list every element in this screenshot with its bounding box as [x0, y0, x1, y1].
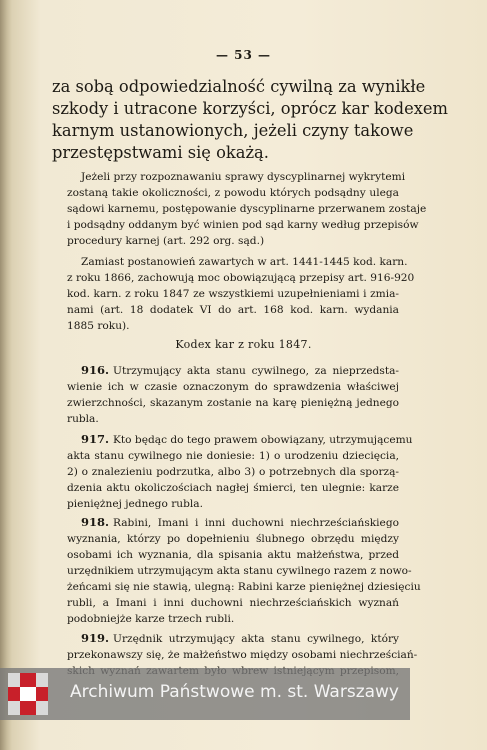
article-number: 916.: [81, 363, 110, 377]
article-text: Kto będąc do tego prawem obowiązany, utrzymującemu: [113, 434, 413, 446]
text-line: nami (art. 18 dodatek VI do art. 168 kod. karn. wydania: [67, 304, 399, 316]
article-number: 919.: [81, 631, 110, 645]
lead-line: za sobą odpowiedzialność cywilną za wynikłe: [52, 77, 426, 96]
text-line: i podsądny oddanym być winien pod sąd karny według przepisów: [67, 219, 419, 231]
archive-watermark: [0, 668, 410, 720]
text-line: [67, 431, 413, 448]
lead-line: przestępstwami się okażą.: [52, 143, 269, 162]
text-line: żeńcami się nie stawią, ulegną: Rabini karze pieniężnej dziesięciu: [67, 581, 421, 593]
text-line: kod. karn. z roku 1847 ze wszystkiemi uzupełnieniami i zmia-: [67, 288, 399, 300]
text-line: rubli, a Imani i inni duchowni niechrześciańskich wyznań: [67, 597, 399, 609]
text-line: urzędnikiem utrzymującym akta stanu cywilnego razem z nowo-: [67, 565, 412, 577]
text-line: wienie ich w czasie oznaczonym do sprawdzenia właściwej: [67, 381, 399, 393]
article-918: [67, 514, 421, 627]
article-number: 917.: [81, 432, 110, 446]
lead-line: karnym ustanowionych, jeżeli czyny takowe: [52, 121, 414, 140]
page-number: — 53 —: [215, 48, 272, 62]
text-line: Zamiast postanowień zawartych w art. 1441-1445 kod. karn.: [81, 256, 408, 268]
text-line: zwierzchności, skazanym zostanie na karę pieniężną jednego: [67, 397, 399, 409]
text-line: osobami ich wyznania, dla spisania aktu małżeństwa, przed: [67, 549, 399, 561]
lead-paragraph: [52, 76, 448, 164]
text-line: procedury karnej (art. 292 org. sąd.): [67, 235, 265, 247]
text-line: [67, 630, 399, 647]
text-line: przekonawszy się, że małżeństwo między osobami niechrześciań-: [67, 649, 418, 661]
archive-logo-icon: [8, 673, 48, 715]
text-line: zostaną takie okoliczności, z powodu których podsądny ulega: [67, 187, 399, 199]
article-number: 918.: [81, 515, 110, 529]
text-line: podobniejże karze trzech rubli.: [67, 613, 235, 625]
text-line: dzenia aktu okoliczościach nagłej śmierci, ten ulegnie: karze: [67, 482, 399, 494]
article-917: [67, 431, 413, 512]
text-line: z roku 1866, zachowują moc obowiązującą przepisy art. 916-920: [67, 272, 415, 284]
paragraph-disciplinary: [67, 169, 427, 249]
text-line: pieniężnej jednego rubla.: [67, 498, 203, 510]
article-text: Urzędnik utrzymujący akta stanu cywilnego, który: [113, 633, 399, 645]
article-text: Rabini, Imani i inni duchowni niechrześciańskiego: [113, 517, 399, 529]
lead-line: szkody i utracone korzyści, oprócz kar kodexem: [52, 99, 448, 118]
text-line: rubla.: [67, 413, 99, 425]
article-text: Utrzymujący akta stanu cywilnego, za nieprzedsta-: [113, 365, 399, 377]
text-line: wyznania, którzy po dopełnieniu ślubnego obrzędu między: [67, 533, 399, 545]
text-line: Jeżeli przy rozpoznawaniu sprawy dyscyplinarnej wykrytemi: [81, 171, 406, 183]
section-heading: Kodex kar z roku 1847.: [175, 338, 312, 351]
text-line: sądowi karnemu, postępowanie dyscyplinarne przerwanem zostaje: [67, 203, 427, 215]
text-line: [67, 514, 399, 531]
article-916: [67, 362, 399, 427]
binding-edge: [0, 0, 12, 750]
text-line: 2) o znalezieniu podrzutka, albo 3) o potrzebnych dla sporzą-: [67, 466, 399, 478]
watermark-text: Archiwum Państwowe m. st. Warszawy: [70, 682, 399, 702]
text-line: akta stanu cywilnego nie doniesie: 1) o urodzeniu dziecięcia,: [67, 450, 399, 462]
text-line: 1885 roku).: [67, 320, 130, 332]
paragraph-replacement: [67, 254, 415, 334]
text-line: [67, 362, 399, 379]
